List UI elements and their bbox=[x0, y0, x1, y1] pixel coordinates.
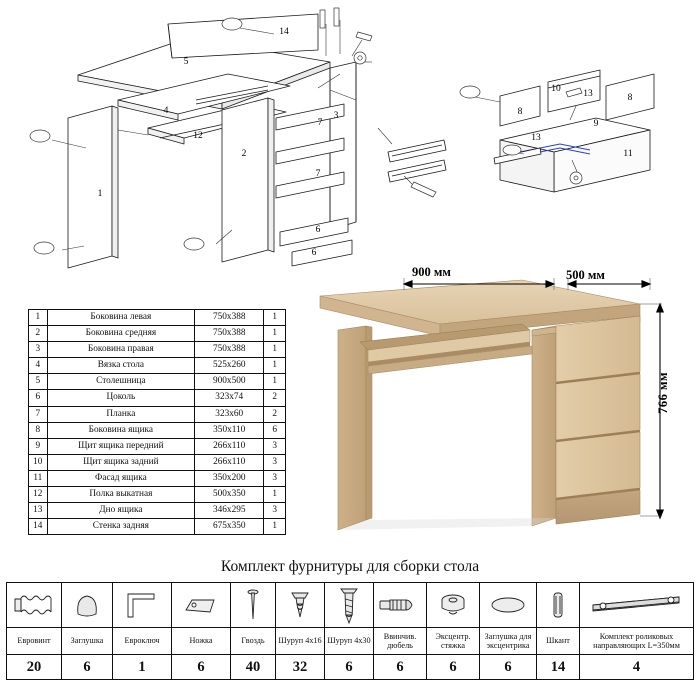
exploded-label-6b: 6 bbox=[315, 225, 321, 235]
part-no: 11 bbox=[29, 470, 48, 486]
hardware-qty: 40 bbox=[231, 655, 276, 680]
part-name: Планка bbox=[47, 406, 195, 422]
exploded-label-8a: 8 bbox=[517, 107, 523, 117]
hardware-cell-icon bbox=[427, 583, 480, 628]
part-size: 350x200 bbox=[195, 470, 264, 486]
hardware-cell-icon bbox=[580, 583, 694, 628]
hardware-qty: 6 bbox=[172, 655, 231, 680]
part-size: 750x388 bbox=[195, 310, 264, 326]
hardware-cell-icon bbox=[172, 583, 231, 628]
hardware-qty: 1 bbox=[113, 655, 172, 680]
part-no: 7 bbox=[29, 406, 48, 422]
part-name: Вязка стола bbox=[47, 358, 195, 374]
part-name: Стенка задняя bbox=[47, 519, 195, 535]
hardware-name: Шуруп 4х16 bbox=[276, 628, 325, 655]
part-no: 2 bbox=[29, 326, 48, 342]
eccentric-tie-icon bbox=[427, 588, 479, 622]
part-no: 8 bbox=[29, 422, 48, 438]
hardware-qty: 6 bbox=[62, 655, 113, 680]
exploded-label-8b: 8 bbox=[627, 93, 633, 103]
euro-key-icon bbox=[113, 588, 171, 622]
table-row bbox=[29, 438, 286, 454]
part-name: Столешница bbox=[47, 374, 195, 390]
dowel-icon bbox=[537, 588, 579, 622]
hardware-name: Евроключ bbox=[113, 628, 172, 655]
part-size: 266x110 bbox=[195, 438, 264, 454]
table-row bbox=[29, 326, 286, 342]
part-no: 6 bbox=[29, 390, 48, 406]
dimension-height-label: 766 мм bbox=[656, 372, 670, 414]
part-name: Боковина ящика bbox=[47, 422, 195, 438]
part-no: 14 bbox=[29, 519, 48, 535]
exploded-label-12: 12 bbox=[193, 131, 203, 141]
hardware-cell-icon bbox=[325, 583, 374, 628]
part-size: 750x388 bbox=[195, 326, 264, 342]
table-row bbox=[29, 487, 286, 503]
table-row bbox=[29, 390, 286, 406]
hardware-qty: 6 bbox=[325, 655, 374, 680]
hardware-cell-icon bbox=[374, 583, 427, 628]
exploded-label-5: 5 bbox=[183, 57, 189, 67]
part-name: Щит ящика задний bbox=[47, 454, 195, 470]
table-row bbox=[29, 519, 286, 535]
table-row bbox=[29, 358, 286, 374]
hardware-name: Шкант bbox=[537, 628, 580, 655]
part-no: 3 bbox=[29, 342, 48, 358]
table-row bbox=[29, 503, 286, 519]
hardware-cell-icon bbox=[62, 583, 113, 628]
part-no: 10 bbox=[29, 454, 48, 470]
part-name: Боковина правая bbox=[47, 342, 195, 358]
hardware-name: Ввинчив. дюбель bbox=[374, 628, 427, 655]
hardware-qty: 4 bbox=[580, 655, 694, 680]
part-size: 900x500 bbox=[195, 374, 264, 390]
exploded-label-10: 10 bbox=[551, 84, 561, 94]
part-size: 500x350 bbox=[195, 487, 264, 503]
part-qty: 1 bbox=[264, 374, 286, 390]
part-name: Боковина левая bbox=[47, 310, 195, 326]
part-qty: 1 bbox=[264, 487, 286, 503]
part-size: 750x388 bbox=[195, 342, 264, 358]
part-size: 323x74 bbox=[195, 390, 264, 406]
hardware-name: Заглушка bbox=[62, 628, 113, 655]
part-size: 266x110 bbox=[195, 454, 264, 470]
exploded-label-13a: 13 bbox=[583, 89, 593, 99]
hardware-cell-icon bbox=[113, 583, 172, 628]
part-qty: 3 bbox=[264, 470, 286, 486]
exploded-label-14: 14 bbox=[279, 27, 289, 37]
dimension-width-label: 900 мм bbox=[412, 265, 451, 279]
exploded-assembly-diagram bbox=[0, 0, 700, 270]
part-no: 12 bbox=[29, 487, 48, 503]
hardware-name: Комплект роликовых направляющих L=350мм bbox=[580, 628, 694, 655]
exploded-label-6: 6 bbox=[311, 248, 317, 258]
part-name: Полка выкатная bbox=[47, 487, 195, 503]
hardware-name: Евровинт bbox=[7, 628, 62, 655]
hardware-cell-icon bbox=[7, 583, 62, 628]
exploded-label-11: 11 bbox=[623, 149, 633, 159]
nail-icon bbox=[231, 587, 275, 623]
part-no: 5 bbox=[29, 374, 48, 390]
foot-icon bbox=[172, 588, 230, 622]
part-name: Дно ящика bbox=[47, 503, 195, 519]
table-row bbox=[29, 422, 286, 438]
part-size: 346x295 bbox=[195, 503, 264, 519]
part-qty: 3 bbox=[264, 438, 286, 454]
cap-plug-icon bbox=[62, 588, 112, 622]
hardware-name: Гвоздь bbox=[231, 628, 276, 655]
table-row bbox=[29, 342, 286, 358]
eccentric-cap-icon bbox=[480, 593, 536, 617]
hardware-name: Шуруп 4х30 bbox=[325, 628, 374, 655]
hardware-qty: 32 bbox=[276, 655, 325, 680]
hardware-name: Заглушка для эксцентрика bbox=[480, 628, 537, 655]
part-size: 350x110 bbox=[195, 422, 264, 438]
hardware-kit-table bbox=[6, 582, 694, 680]
part-qty: 1 bbox=[264, 358, 286, 374]
hardware-qty: 20 bbox=[7, 655, 62, 680]
part-no: 4 bbox=[29, 358, 48, 374]
parts-list-table bbox=[28, 309, 286, 535]
hardware-name: Эксцентр. стяжка bbox=[427, 628, 480, 655]
hardware-qty: 14 bbox=[537, 655, 580, 680]
exploded-label-7b: 7 bbox=[315, 169, 321, 179]
hardware-cell-icon bbox=[537, 583, 580, 628]
hardware-name: Ножка bbox=[172, 628, 231, 655]
exploded-label-3: 3 bbox=[333, 111, 339, 121]
table-row bbox=[29, 454, 286, 470]
part-qty: 1 bbox=[264, 342, 286, 358]
hardware-qty: 6 bbox=[427, 655, 480, 680]
exploded-label-13b: 13 bbox=[531, 133, 541, 143]
part-qty: 2 bbox=[264, 390, 286, 406]
part-size: 525x260 bbox=[195, 358, 264, 374]
table-row bbox=[29, 374, 286, 390]
hardware-cell-icon bbox=[480, 583, 537, 628]
table-row bbox=[29, 310, 286, 326]
screw-4x30-icon bbox=[325, 585, 373, 625]
screw-in-dowel-icon bbox=[374, 591, 426, 619]
table-row bbox=[29, 406, 286, 422]
part-qty: 3 bbox=[264, 503, 286, 519]
part-qty: 3 bbox=[264, 454, 286, 470]
exploded-label-1: 1 bbox=[97, 189, 103, 199]
part-size: 675x350 bbox=[195, 519, 264, 535]
part-no: 13 bbox=[29, 503, 48, 519]
part-qty: 6 bbox=[264, 422, 286, 438]
part-no: 1 bbox=[29, 310, 48, 326]
hardware-qty: 6 bbox=[480, 655, 537, 680]
drawer-slide-icon bbox=[580, 591, 693, 619]
exploded-label-9: 9 bbox=[593, 119, 599, 129]
exploded-label-4: 4 bbox=[163, 106, 169, 116]
part-qty: 1 bbox=[264, 519, 286, 535]
part-name: Щит ящика передний bbox=[47, 438, 195, 454]
exploded-label-2: 2 bbox=[241, 149, 247, 159]
part-qty: 1 bbox=[264, 326, 286, 342]
screw-4x16-icon bbox=[276, 587, 324, 623]
exploded-label-7: 7 bbox=[317, 118, 323, 128]
hardware-section-title: Комплект фурнитуры для сборки стола bbox=[220, 558, 480, 575]
hardware-cell-icon bbox=[231, 583, 276, 628]
part-name: Цоколь bbox=[47, 390, 195, 406]
part-qty: 1 bbox=[264, 310, 286, 326]
part-name: Боковина средняя bbox=[47, 326, 195, 342]
part-qty: 2 bbox=[264, 406, 286, 422]
euro-screw-icon bbox=[7, 588, 61, 622]
part-no: 9 bbox=[29, 438, 48, 454]
hardware-cell-icon bbox=[276, 583, 325, 628]
hardware-qty: 6 bbox=[374, 655, 427, 680]
part-name: Фасад ящика bbox=[47, 470, 195, 486]
part-size: 323x60 bbox=[195, 406, 264, 422]
dimension-depth-label: 500 мм bbox=[566, 268, 605, 282]
desk-render-with-dimensions bbox=[300, 268, 690, 553]
table-row bbox=[29, 470, 286, 486]
